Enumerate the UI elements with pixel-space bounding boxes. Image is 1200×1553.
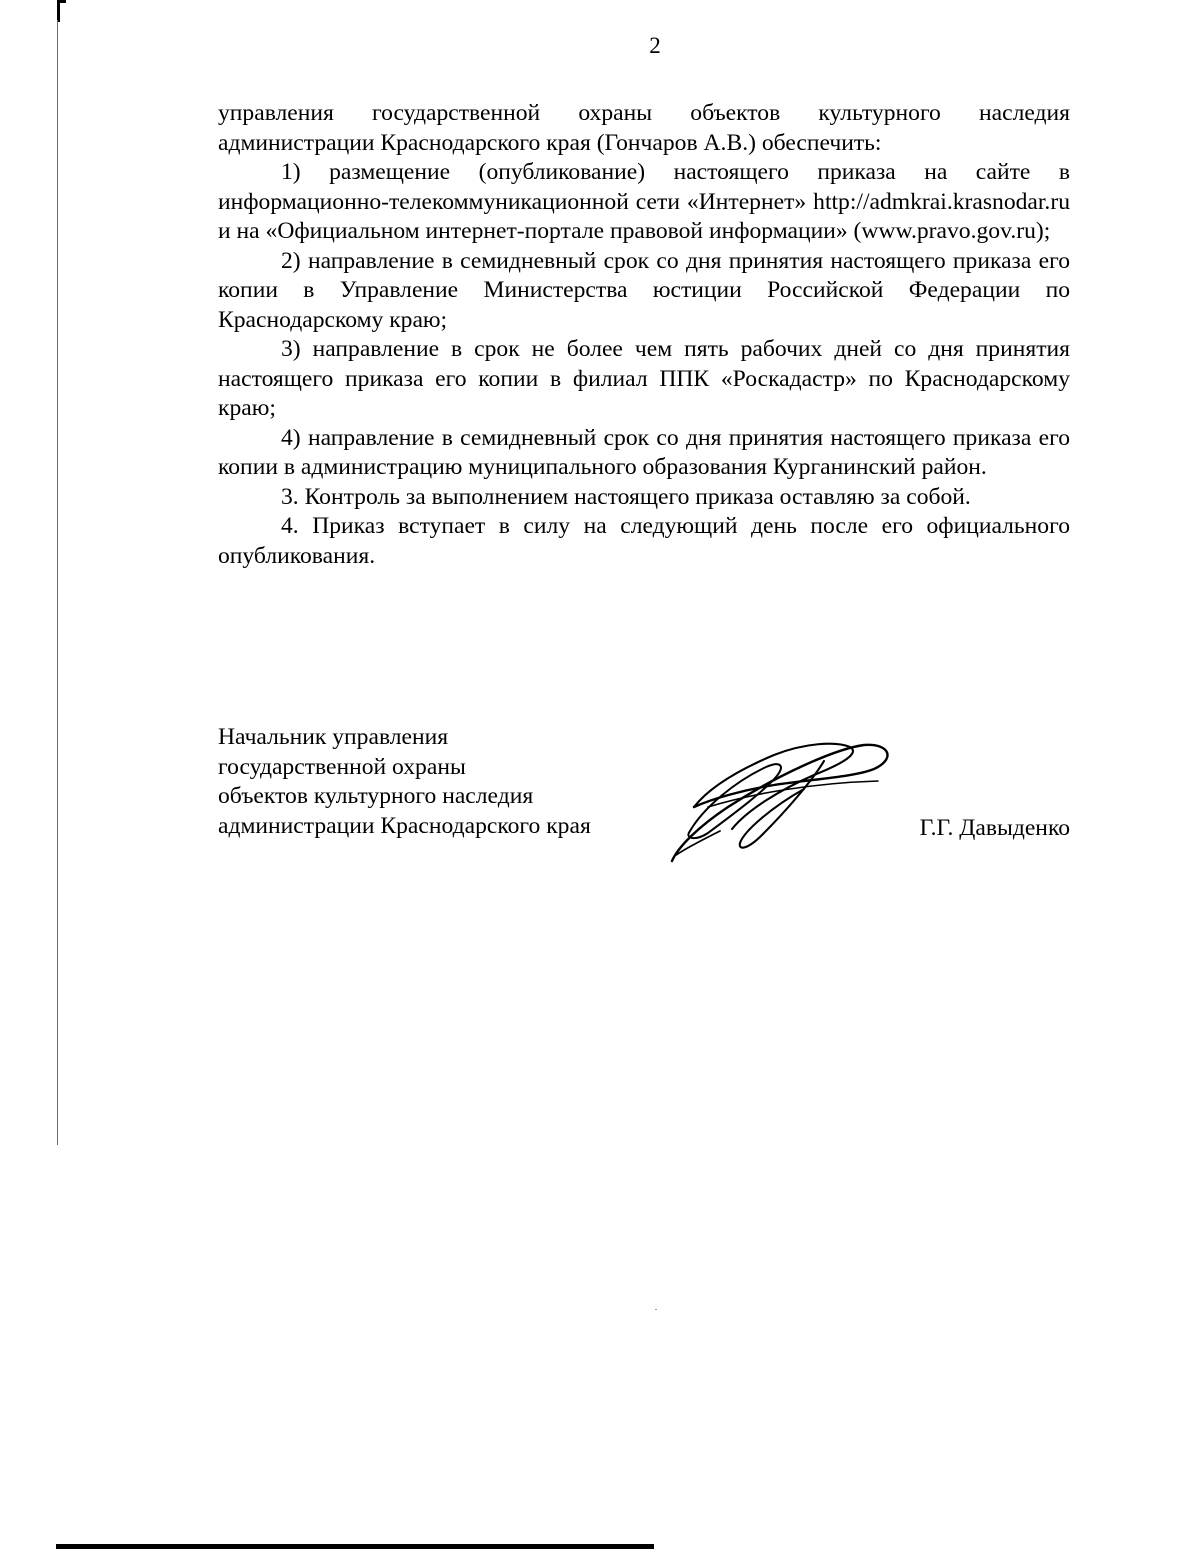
body-paragraph-continuation: управления государственной охраны объектов культурного наследия администрации Краснодарского края (Гончаров А.В.) обеспечить: bbox=[218, 100, 1070, 156]
signatory-position-line: Начальник управления bbox=[218, 724, 449, 750]
document-body bbox=[218, 99, 1070, 571]
page-number: 2 bbox=[649, 33, 661, 58]
signatory-position-line: администрации Краснодарского края bbox=[218, 812, 591, 839]
signatory-position bbox=[218, 723, 648, 841]
signatory-position-line: объектов культурного наследия bbox=[218, 783, 534, 809]
scan-edge-bottom-bar bbox=[56, 1544, 654, 1549]
scan-edge-mark bbox=[57, 0, 60, 22]
body-paragraph-item-1: 1) размещение (опубликование) настоящего приказа на сайте в информационно-телекоммуникационной сети «Интернет» http://admkrai.krasnodar.ru и на «Официальном интернет-портале правовой информации» (www.pravo.gov.ru); bbox=[218, 159, 1070, 244]
signatory-position-line: государственной охраны bbox=[218, 753, 466, 780]
body-paragraph-clause-3: 3. Контроль за выполнением настоящего приказа оставляю за собой. bbox=[281, 483, 971, 510]
scan-speck bbox=[655, 1309, 657, 1310]
body-paragraph-item-4: 4) направление в семидневный срок со дня принятия настоящего приказа его копии в администрацию муниципального образования Курганинский район. bbox=[218, 424, 1070, 480]
body-paragraph-item-3: 3) направление в срок не более чем пять рабочих дней со дня принятия настоящего приказа его копии в филиал ППК «Роскадастр» по Краснодарскому краю; bbox=[218, 336, 1070, 421]
scan-edge-line bbox=[57, 20, 58, 1145]
body-paragraph-item-2: 2) направление в семидневный срок со дня принятия настоящего приказа его копии в Управление Министерства юстиции Российской Федерации по Краснодарскому краю; bbox=[218, 247, 1070, 333]
body-paragraph-clause-4: 4. Приказ вступает в силу на следующий день после его официального опубликования. bbox=[218, 513, 1070, 569]
signature-icon bbox=[664, 735, 896, 865]
signer-name: Г.Г. Давыденко bbox=[919, 815, 1070, 841]
scan-edge-mark bbox=[57, 0, 66, 3]
